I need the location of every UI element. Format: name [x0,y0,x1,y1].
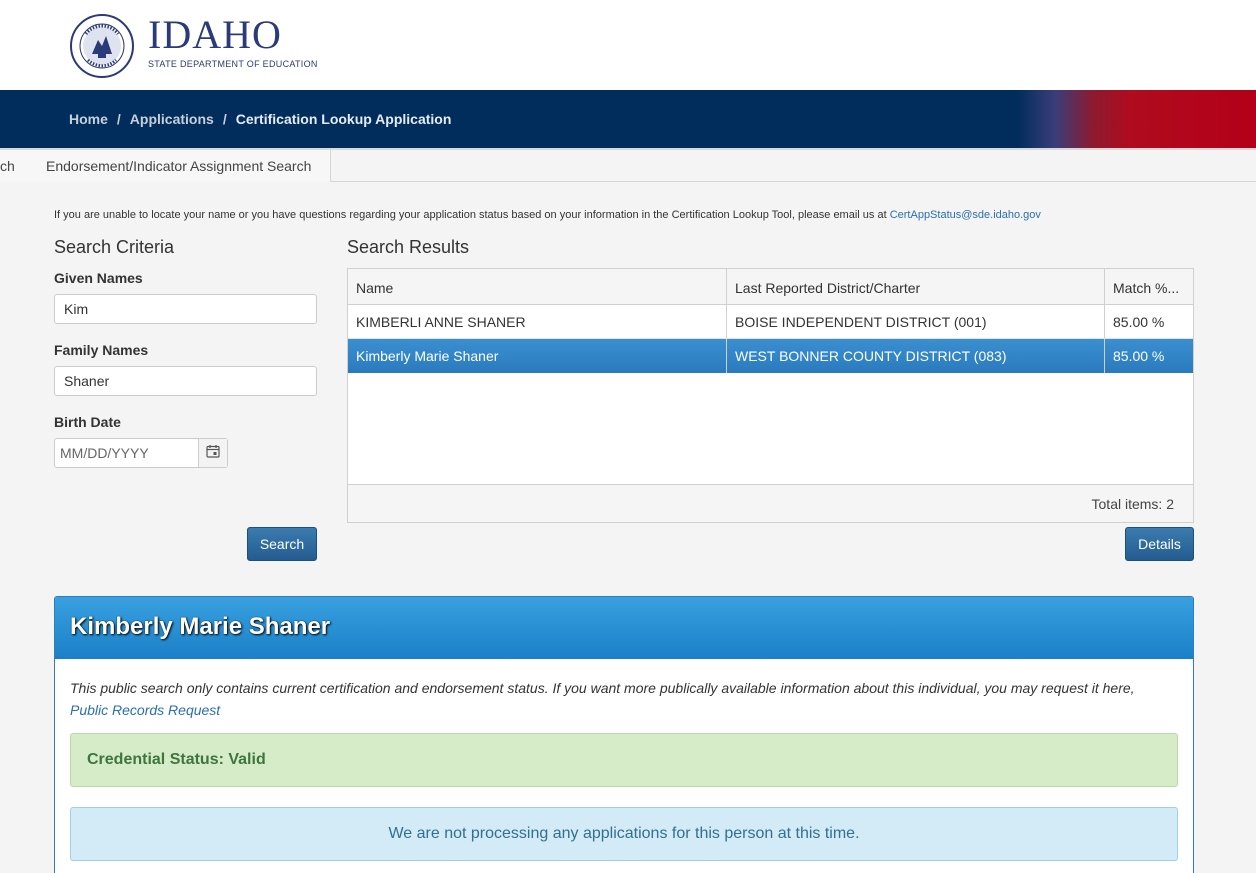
nav-bar [0,90,1256,148]
credential-status-text: Credential Status: Valid [87,751,266,768]
breadcrumb-separator: / [222,111,227,127]
cell-district: BOISE INDEPENDENT DISTRICT (001) [726,305,1104,338]
breadcrumb-home[interactable]: Home [69,111,108,127]
site-header [0,0,1256,90]
tab-endorsement-indicator-search[interactable]: Endorsement/Indicator Assignment Search [31,150,331,182]
results-grid [347,268,1194,523]
cell-match: 85.00 % [1104,305,1193,338]
brand[interactable] [148,14,318,69]
breadcrumb [69,111,451,127]
public-search-disclaimer [70,677,1170,721]
brand-subtitle: STATE DEPARTMENT OF EDUCATION [148,59,318,69]
support-email-link[interactable]: CertAppStatus@sde.idaho.gov [889,209,1041,221]
person-detail-panel [54,596,1194,873]
cell-name: KIMBERLI ANNE SHANER [356,314,526,330]
given-names-label: Given Names [54,270,143,286]
family-names-label: Family Names [54,342,149,358]
breadcrumb-separator: / [116,111,121,127]
birth-date-input[interactable] [55,439,200,467]
cell-match: 85.00 % [1104,339,1193,373]
given-names-input[interactable] [54,294,317,324]
person-name-title: Kimberly Marie Shaner [70,613,331,640]
public-records-request-link[interactable]: Public Records Request [70,702,221,718]
search-results-title: Search Results [347,237,470,257]
column-header-match[interactable]: Match %... [1104,269,1193,304]
disclaimer-text: This public search only contains current certification and endorsement status. If you want more publically available information about this individual, you may request it here, [70,680,1135,696]
search-criteria-title: Search Criteria [54,237,175,257]
state-seal-logo[interactable] [70,14,134,78]
person-detail-header [55,597,1193,659]
breadcrumb-current: Certification Lookup Application [235,111,452,127]
credential-status-alert [70,733,1178,787]
total-items: Total items: 2 [1091,496,1174,512]
help-notice-text: If you are unable to locate your name or you have questions regarding your application status based on your information in the Certification Lookup Tool, please email us at [54,209,890,221]
brand-title: IDAHO [148,12,282,57]
birth-date-label: Birth Date [54,414,121,430]
applications-info-text: We are not processing any applications for this person at this time. [388,825,860,842]
cell-name: Kimberly Marie Shaner [356,348,499,364]
tab-bar [0,150,1256,182]
applications-info-alert [70,807,1178,861]
breadcrumb-applications[interactable]: Applications [129,111,214,127]
details-button[interactable]: Details [1125,527,1194,561]
table-row-selected[interactable] [348,339,1193,373]
family-names-input[interactable] [54,366,317,396]
cell-district: WEST BONNER COUNTY DISTRICT (083) [726,339,1104,373]
calendar-button[interactable] [198,439,227,467]
search-button[interactable]: Search [247,527,317,561]
column-header-district[interactable]: Last Reported District/Charter [726,269,1104,304]
table-row[interactable] [348,305,1193,339]
tab-search-partial[interactable]: ch [0,150,32,182]
help-notice [54,209,1041,221]
results-grid-header [348,269,1193,305]
birth-date-picker [54,438,228,468]
column-header-name[interactable]: Name [356,280,394,296]
results-grid-footer [348,484,1193,522]
calendar-icon [206,444,220,463]
